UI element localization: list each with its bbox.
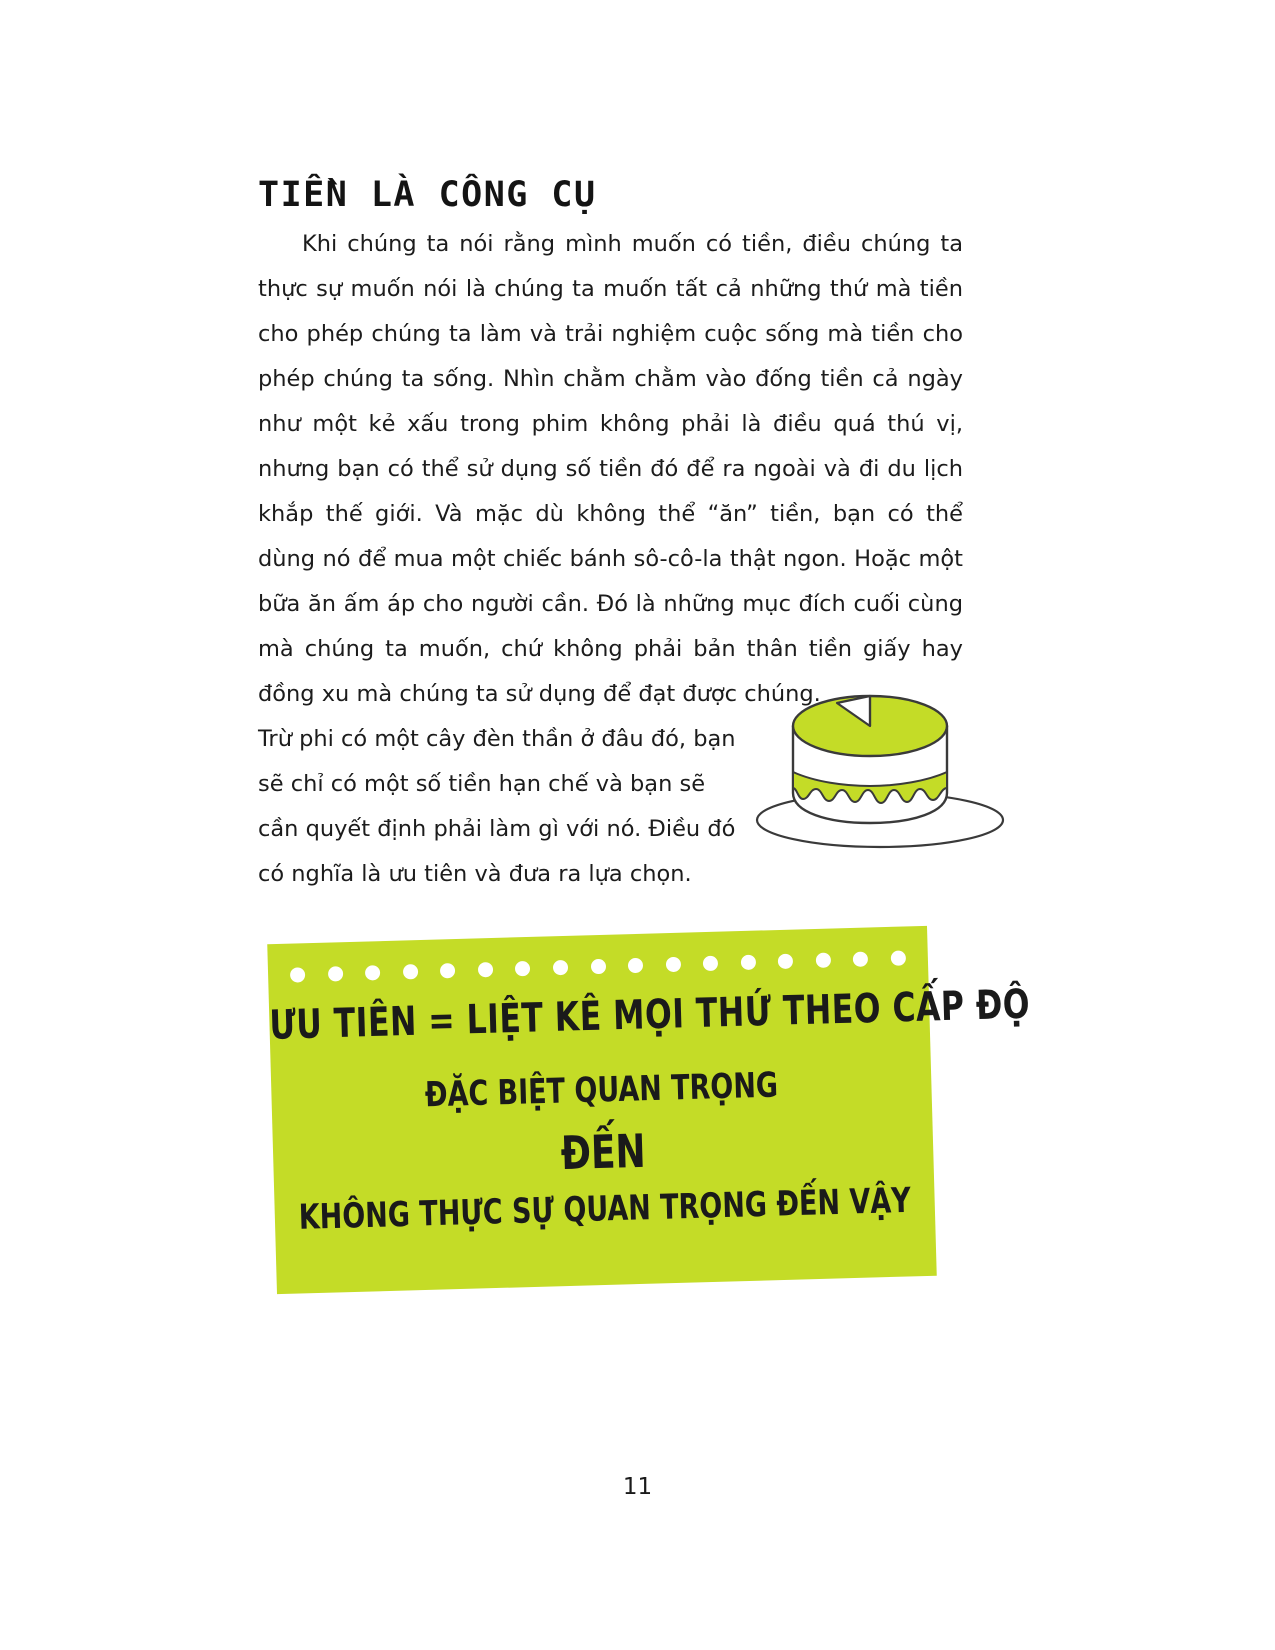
note-dot [891, 950, 906, 965]
note-dot-row [290, 948, 906, 983]
paragraph-2: Trừ phi có một cây đèn thần ở đâu đó, bạn sẽ chỉ có một số tiền hạn chế và bạn sẽ cần quyết định phải làm gì với nó. Điều đó có nghĩa là ưu tiên và đưa ra lựa chọn. [258, 726, 736, 887]
note-dot [553, 959, 568, 974]
note-dot [740, 954, 755, 969]
page-title: TIỀN LÀ CÔNG CỤ [258, 175, 597, 216]
note-dot [853, 951, 868, 966]
note-line-1: ƯU TIÊN = LIỆT KÊ MỌI THỨ THEO CẤP ĐỘ [268, 982, 1031, 1050]
body-text-block [258, 222, 963, 717]
note-dot [816, 952, 831, 967]
highlight-note [267, 926, 1031, 1294]
note-dot [778, 953, 793, 968]
note-dot [628, 957, 643, 972]
note-dot [590, 958, 605, 973]
note-dot [365, 965, 380, 980]
note-dot [440, 963, 455, 978]
note-line-2: ĐẶC BIỆT QUAN TRỌNG [424, 1065, 779, 1116]
note-dot [290, 967, 305, 982]
note-line-3: ĐẾN [560, 1125, 647, 1181]
chocolate-cake-illustration [745, 660, 1015, 860]
note-dot [703, 955, 718, 970]
note-dot [665, 956, 680, 971]
note-text-block [268, 982, 1031, 1239]
body-text-block-wrapped [258, 717, 738, 897]
note-dot [327, 966, 342, 981]
note-dot [478, 961, 493, 976]
page-number: 11 [622, 1474, 653, 1500]
note-dot [515, 960, 530, 975]
note-line-4: KHÔNG THỰC SỰ QUAN TRỌNG ĐẾN VẬY [298, 1180, 912, 1239]
paragraph-1: Khi chúng ta nói rằng mình muốn có tiền, điều chúng ta thực sự muốn nói là chúng ta muốn tất cả những thứ mà tiền cho phép chúng ta làm và trải nghiệm cuộc sống mà tiền cho phép chúng ta sống. Nhìn chằm chằm vào đống tiền cả ngày như một kẻ xấu trong phim không phải là điều quá thú vị, nhưng bạn có thể sử dụng số tiền đó để ra ngoài và đi du lịch khắp thế giới. Và mặc dù không thể “ăn” tiền, bạn có thể dùng nó để mua một chiếc bánh sô-cô-la thật ngon. Hoặc một bữa ăn ấm áp cho người cần. Đó là những mục đích cuối cùng mà chúng ta muốn, chứ không phải bản thân tiền giấy hay đồng xu mà chúng ta sử dụng để đạt được chúng. [258, 231, 963, 707]
note-dot [403, 964, 418, 979]
